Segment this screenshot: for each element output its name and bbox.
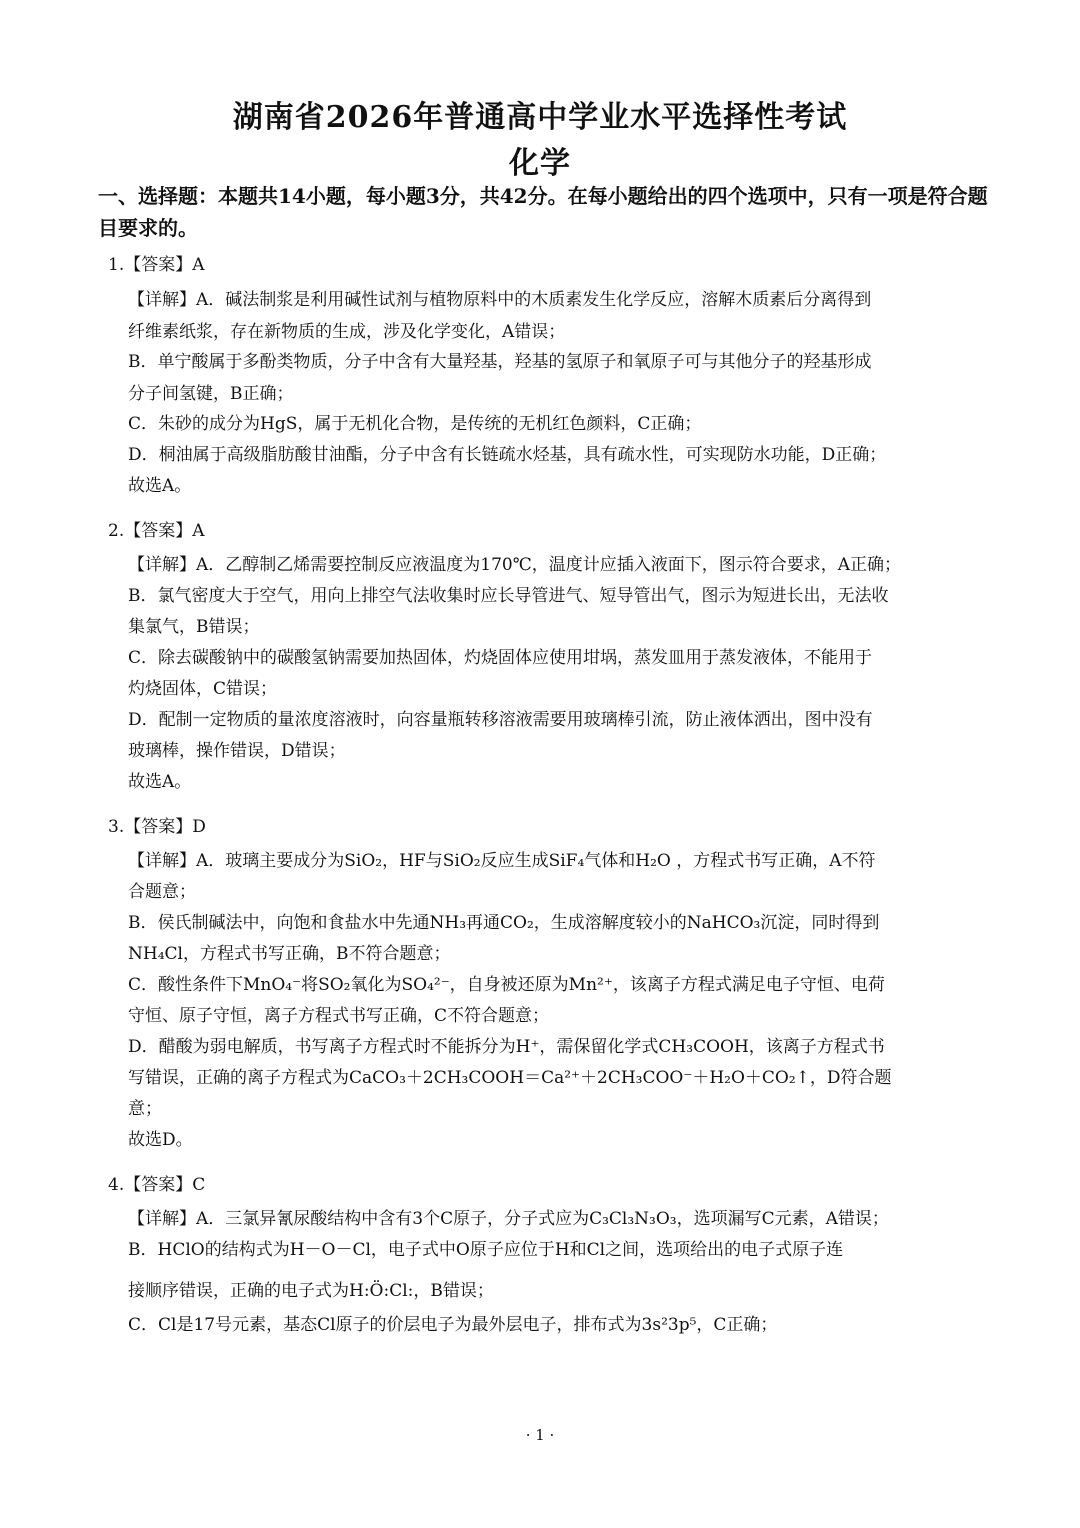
explanation-line: C．酸性条件下MnO₄⁻将SO₂氧化为SO₄²⁻，自身被还原为Mn²⁺，该离子方程式满足电子守恒、电荷 [128, 975, 885, 995]
explanation-line: 【详解】A．碱法制浆是利用碱性试剂与植物原料中的木质素发生化学反应，溶解木质素后分离得到 [128, 290, 872, 310]
subject-title: 化学 [509, 146, 571, 181]
explanation-line: 灼烧固体，C错误； [128, 679, 278, 699]
explanation-line: D．配制一定物质的量浓度溶液时，向容量瓶转移溶液需要用玻璃棒引流，防止液体洒出，图中没有 [128, 710, 873, 730]
explanation-line: 【详解】A．玻璃主要成分为SiO₂，HF与SiO₂反应生成SiF₄气体和H₂O ，方程式书写正确，A不符 [128, 851, 876, 871]
explanation-line: B．单宁酸属于多酚类物质，分子中含有大量羟基，羟基的氢原子和氧原子可与其他分子的羟基形成 [128, 352, 872, 372]
section-header: 一、选择题：本题共14小题，每小题3分，共42分。在每小题给出的四个选项中，只有一项是符合题目要求的。 [98, 184, 988, 240]
explanation-line: 接顺序错误，正确的电子式为H:Ö:Cl:，B错误； [128, 1281, 494, 1301]
explanation-line: D．醋酸为弱电解质，书写离子方程式时不能拆分为H⁺，需保留化学式CH₃COOH，该离子方程式书 [128, 1037, 885, 1057]
explanation-line: D．桐油属于高级脂肪酸甘油酯，分子中含有长链疏水烃基，具有疏水性，可实现防水功能，D正确； [128, 445, 887, 465]
explanation-line: 守恒、原子守恒，离子方程式书写正确，C不符合题意； [128, 1006, 550, 1026]
explanation-line: 玻璃棒，操作错误，D错误； [128, 741, 346, 761]
explanation-line: C．朱砂的成分为HgS，属于无机化合物，是传统的无机红色颜料，C正确； [128, 414, 702, 434]
explanation-line: 分子间氢键，B正确； [128, 384, 294, 404]
explanation-line: 集氯气，B错误； [128, 617, 260, 637]
explanation-line: 写错误，正确的离子方程式为CaCO₃＋2CH₃COOH＝Ca²⁺＋2CH₃COO⁻＋H₂O＋CO₂↑，D符合题 [128, 1068, 892, 1088]
explanation-line: B．氯气密度大于空气，用向上排空气法收集时应长导管进气、短导管出气，图示为短进长出，无法收 [128, 586, 889, 606]
answer-line: 3.【答案】D [108, 817, 206, 837]
explanation-line: 意； [128, 1099, 162, 1119]
explanation-line: 故选A。 [128, 476, 192, 496]
explanation-line: 合题意； [128, 882, 196, 902]
exam-title: 湖南省2026年普通高中学业水平选择性考试 [232, 100, 848, 135]
answer-line: 4.【答案】C [108, 1175, 206, 1195]
explanation-line: 【详解】A．乙醇制乙烯需要控制反应液温度为170℃，温度计应插入液面下，图示符合要求，A正确； [128, 555, 902, 575]
explanation-line: B．侯氏制碱法中，向饱和食盐水中先通NH₃再通CO₂，生成溶解度较小的NaHCO₃沉淀，同时得到 [128, 913, 880, 933]
explanation-line: 故选A。 [128, 772, 192, 792]
answer-line: 2.【答案】A [108, 521, 205, 541]
explanation-line: 纤维素纸浆，存在新物质的生成，涉及化学变化，A错误； [128, 322, 566, 342]
explanation-line: NH₄Cl，方程式书写正确，B不符合题意； [128, 944, 451, 964]
explanation-line: B．HClO的结构式为H－O－Cl，电子式中O原子应位于H和Cl之间，选项给出的电子式原子连 [128, 1240, 844, 1260]
answer-line: 1.【答案】A [108, 255, 205, 275]
explanation-line: C．除去碳酸钠中的碳酸氢钠需要加热固体，灼烧固体应使用坩埚，蒸发皿用于蒸发液体，不能用于 [128, 648, 873, 668]
page-number: · 1 · [525, 1426, 555, 1444]
explanation-line: 【详解】A．三氯异氰尿酸结构中含有3个C原子，分子式应为C₃Cl₃N₃O₃，选项漏写C元素，A错误； [128, 1209, 889, 1229]
explanation-line: 故选D。 [128, 1130, 193, 1150]
explanation-line: C．Cl是17号元素，基态Cl原子的价层电子为最外层电子，排布式为3s²3p⁵，C正确； [128, 1315, 778, 1335]
